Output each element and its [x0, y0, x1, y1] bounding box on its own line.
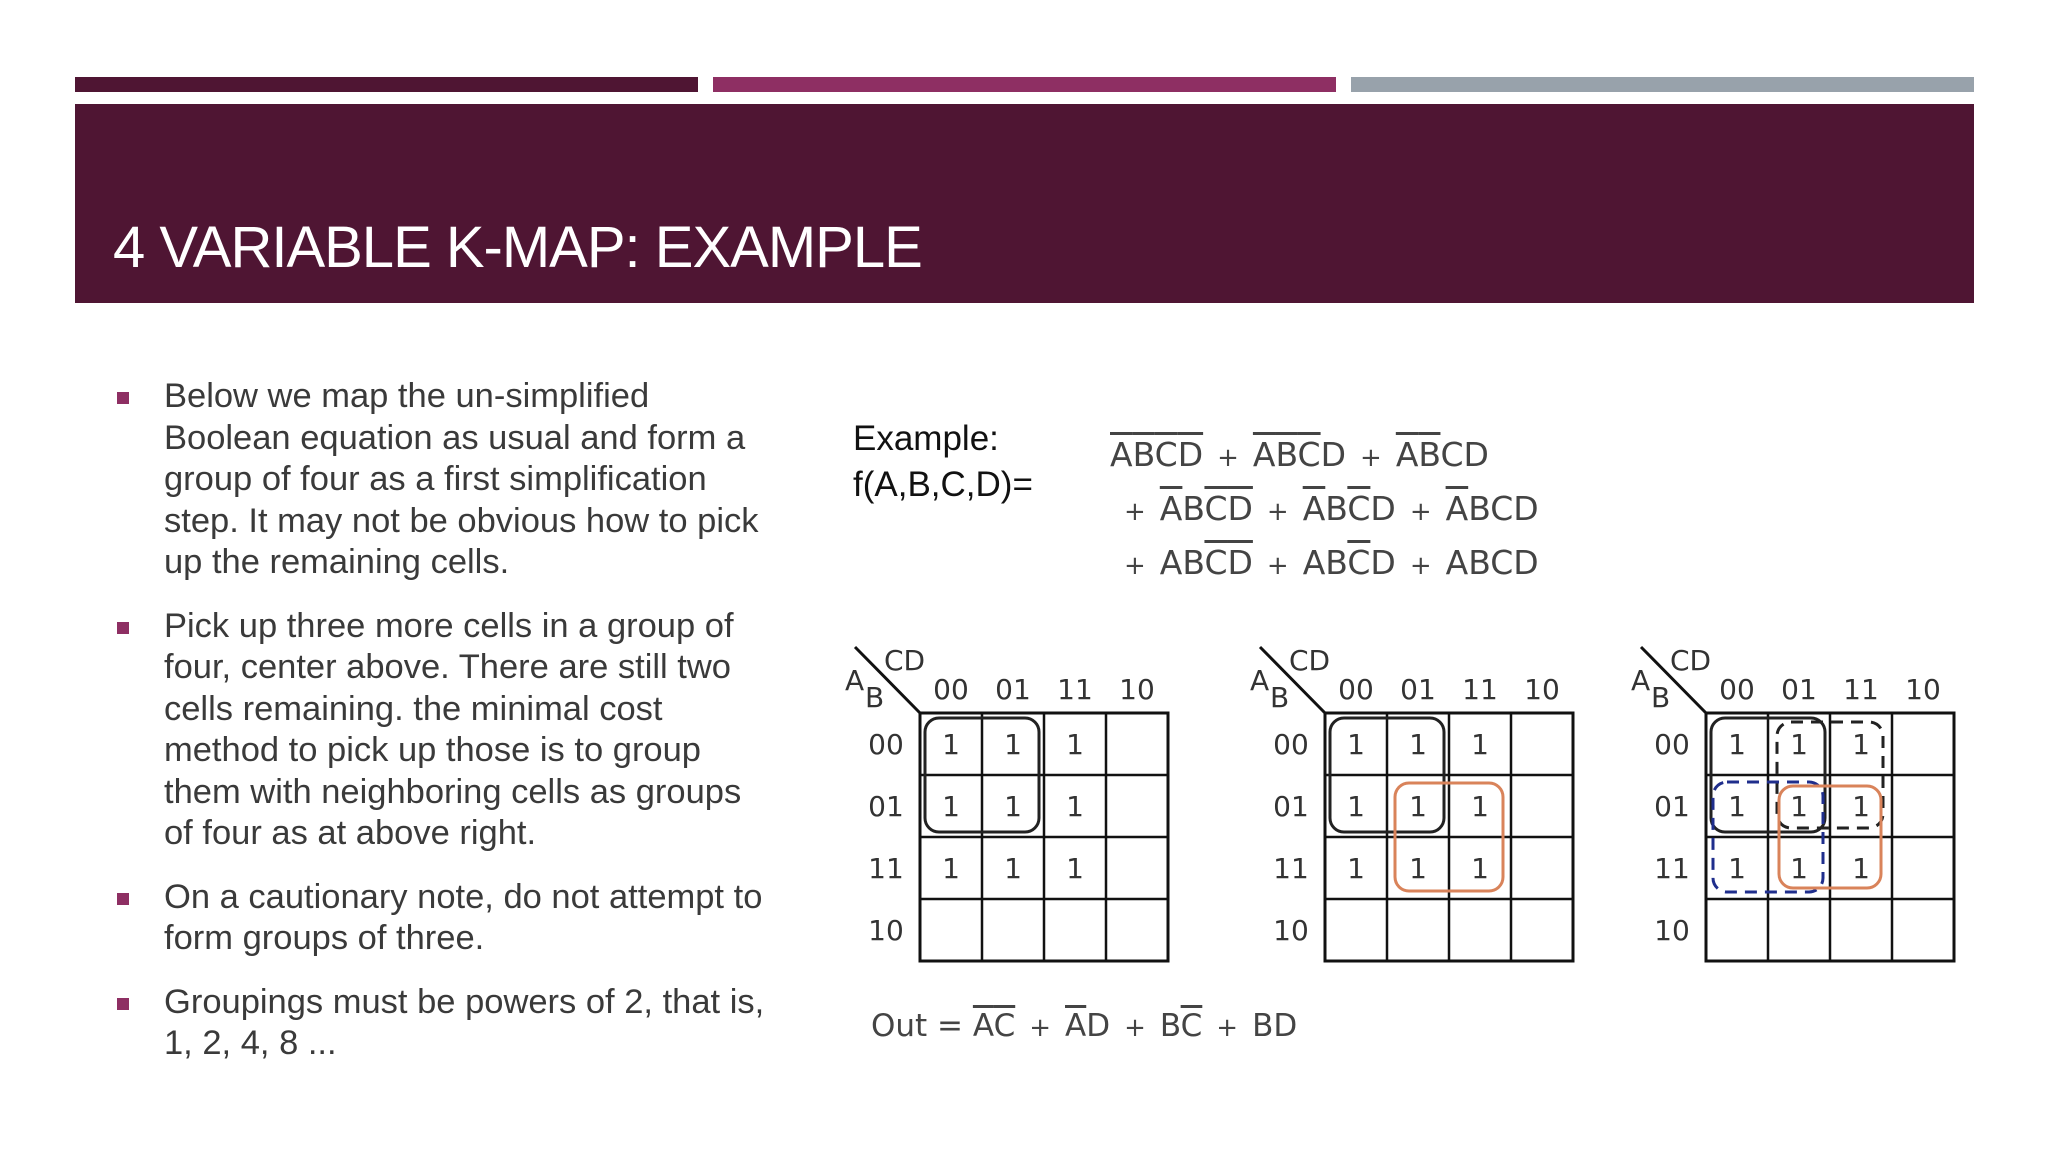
kmap-cell-value: 1 — [1066, 852, 1084, 885]
example-label-line: Example: — [853, 419, 999, 458]
output-label: Out = — [871, 1008, 964, 1044]
kmap-diagrams — [840, 630, 1970, 1050]
kmap-row-header: 00 — [868, 728, 904, 761]
minterm — [1160, 489, 1253, 528]
minterm-variable: B — [1182, 489, 1205, 528]
output-term-variable: $\overline{C}$ — [1180, 1008, 1203, 1044]
accent-bar-gray — [1351, 77, 1974, 92]
plus-sign: + — [1216, 1013, 1239, 1043]
plus-sign: + — [1360, 443, 1382, 473]
minterm-variable: C — [1490, 543, 1514, 582]
kmap-col-header: 11 — [1462, 673, 1498, 706]
kmap-col-header: 01 — [1781, 673, 1817, 706]
bullet-marker-icon — [117, 998, 129, 1010]
output-term — [1252, 1008, 1297, 1044]
minterm-variable: $\overline{C}$ — [1154, 435, 1178, 474]
kmap-cell-value: 1 — [942, 790, 960, 823]
bullet-marker-icon — [117, 893, 129, 905]
equation-line — [1110, 428, 1539, 482]
kmap-row-header: 00 — [1273, 728, 1309, 761]
kmap-col-header: 11 — [1057, 673, 1093, 706]
minterm-variable: A — [1445, 543, 1469, 582]
output-term — [1160, 1008, 1202, 1044]
minterm-variable: $\overline{A}$ — [1445, 489, 1469, 528]
kmap-cell-value: 1 — [1004, 790, 1022, 823]
minterm-variable: B — [1325, 543, 1348, 582]
bullet-item — [112, 376, 772, 584]
minterm-variable: A — [1302, 543, 1326, 582]
minterm-variable: $\overline{C}$ — [1204, 543, 1228, 582]
kmap-cell-value: 1 — [1066, 728, 1084, 761]
minterm-variable: B — [1468, 489, 1491, 528]
bullet-list — [112, 376, 772, 1087]
kmap-cell-value: 1 — [1004, 852, 1022, 885]
minterm-variable: D — [1320, 435, 1347, 474]
kmap-col-header: 00 — [933, 673, 969, 706]
kmap-label-cd: CD — [1289, 644, 1331, 677]
kmap-label-cd: CD — [884, 644, 926, 677]
kmap-row-header: 11 — [1273, 852, 1309, 885]
kmap-cell-value: 1 — [1471, 728, 1489, 761]
bullet-marker-icon — [117, 622, 129, 634]
kmap-cell-value: 1 — [1852, 790, 1870, 823]
kmap-col-header: 10 — [1905, 673, 1941, 706]
minterm — [1160, 543, 1253, 582]
bullet-item — [112, 877, 772, 960]
kmap-cell-value: 1 — [942, 852, 960, 885]
minterm-variable: $\overline{A}$ — [1395, 435, 1419, 474]
kmap-row-header: 01 — [868, 790, 904, 823]
kmap-cell-value: 1 — [942, 728, 960, 761]
kmap-cell-value: 1 — [1790, 852, 1808, 885]
plus-sign: + — [1029, 1013, 1052, 1043]
output-term-variable: B — [1252, 1008, 1274, 1044]
minterm-variable: $\overline{D}$ — [1177, 435, 1204, 474]
minterm-variable: B — [1325, 489, 1348, 528]
kmap-label-b: B — [1270, 681, 1290, 714]
minterm-variable: $\overline{B}$ — [1418, 435, 1441, 474]
kmap-row-header: 01 — [1273, 790, 1309, 823]
kmap-row-header: 00 — [1654, 728, 1690, 761]
minterm-variable: $\overline{A}$ — [1302, 489, 1326, 528]
kmap-cell-value: 1 — [1728, 852, 1746, 885]
kmap-row-header: 01 — [1654, 790, 1690, 823]
kmap-row-header: 10 — [868, 914, 904, 947]
kmap-cell-value: 1 — [1471, 852, 1489, 885]
kmap-label-cd: CD — [1670, 644, 1712, 677]
kmap-cell-value: 1 — [1852, 728, 1870, 761]
minterm-variable: C — [1440, 435, 1464, 474]
kmap-row-header: 11 — [868, 852, 904, 885]
bullet-text: On a cautionary note, do not attempt to form groups of three. — [164, 877, 763, 957]
bullet-marker-icon — [117, 392, 129, 404]
bullet-item — [112, 982, 772, 1065]
kmap-cell-value: 1 — [1409, 728, 1427, 761]
output-terms — [973, 1008, 1297, 1044]
minterm-variable: $\overline{D}$ — [1227, 489, 1253, 528]
plus-sign: + — [1124, 1013, 1146, 1043]
minterm-variable: D — [1463, 435, 1489, 474]
minterm-variable: $\overline{A}$ — [1159, 489, 1183, 528]
output-term-variable: $\overline{C}$ — [993, 1008, 1016, 1044]
minterm-variable: $\overline{D}$ — [1227, 543, 1253, 582]
minterm — [1110, 435, 1203, 474]
kmap-cell-value: 1 — [1066, 790, 1084, 823]
plus-sign: + — [1217, 443, 1239, 473]
minterm-variable: $\overline{C}$ — [1347, 543, 1371, 582]
kmap-row-header: 10 — [1654, 914, 1690, 947]
kmap-col-header: 00 — [1719, 673, 1755, 706]
bullet-item — [112, 606, 772, 855]
example-label — [853, 416, 1033, 508]
minterm-variable: A — [1159, 543, 1183, 582]
title-band — [75, 104, 1974, 303]
simplified-output — [871, 1008, 1297, 1044]
kmap-col-header: 11 — [1843, 673, 1879, 706]
equation-line — [1110, 482, 1539, 536]
minterm-variable: D — [1513, 489, 1539, 528]
accent-bar-magenta — [713, 77, 1336, 92]
kmap-cell-value: 1 — [1790, 790, 1808, 823]
minterm-variable: $\overline{C}$ — [1204, 489, 1228, 528]
plus-sign: + — [1124, 551, 1146, 581]
output-term — [1065, 1008, 1110, 1044]
bullet-text: Pick up three more cells in a group of four, center above. There are still two cells remaining. the minimal cost method to pick up those is to group them with neighboring cells as groups of four as at above right. — [164, 606, 742, 852]
kmap-label-b: B — [1651, 681, 1671, 714]
bullet-text: Groupings must be powers of 2, that is, 1, 2, 4, 8 ... — [164, 982, 765, 1062]
plus-sign: + — [1409, 551, 1432, 581]
minterm-variable: $\overline{B}$ — [1275, 435, 1298, 474]
kmap-cell-value: 1 — [1471, 790, 1489, 823]
minterm-variable: D — [1370, 489, 1396, 528]
kmap-cell-value: 1 — [1347, 790, 1365, 823]
kmap-label-a: A — [845, 664, 865, 697]
kmap-cell-value: 1 — [1347, 852, 1365, 885]
kmap-col-header: 01 — [1400, 673, 1436, 706]
plus-sign: + — [1266, 497, 1289, 527]
kmap-row-header: 10 — [1273, 914, 1309, 947]
minterm-variable: $\overline{C}$ — [1347, 489, 1371, 528]
kmap-cell-value: 1 — [1409, 790, 1427, 823]
kmap-cell-value: 1 — [1852, 852, 1870, 885]
boolean-equation — [1110, 428, 1539, 590]
output-term-variable: B — [1159, 1008, 1181, 1044]
accent-bar-dark — [75, 77, 698, 92]
kmap-label-b: B — [865, 681, 885, 714]
bullet-text: Below we map the un-simplified Boolean equation as usual and form a group of four as a first simplification step. It may not be obvious how to pick up the remaining cells. — [164, 377, 759, 581]
kmap-cell-value: 1 — [1790, 728, 1808, 761]
output-term-variable: D — [1273, 1008, 1298, 1044]
equation-line — [1110, 536, 1539, 590]
kmap-col-header: 10 — [1524, 673, 1560, 706]
minterm — [1446, 543, 1539, 582]
plus-sign: + — [1266, 551, 1289, 581]
kmap-cell-value: 1 — [1004, 728, 1022, 761]
kmap-col-header: 10 — [1119, 673, 1155, 706]
plus-sign: + — [1124, 497, 1146, 527]
minterm — [1303, 543, 1396, 582]
minterm — [1253, 435, 1346, 474]
plus-sign: + — [1409, 497, 1432, 527]
kmap-col-header: 01 — [995, 673, 1031, 706]
minterm-variable: $\overline{A}$ — [1252, 435, 1276, 474]
output-term — [973, 1008, 1015, 1044]
kmap-cell-value: 1 — [1347, 728, 1365, 761]
kmap-cell-value: 1 — [1409, 852, 1427, 885]
minterm-variable: $\overline{B}$ — [1132, 435, 1155, 474]
kmap-row-header: 11 — [1654, 852, 1690, 885]
minterm — [1303, 489, 1396, 528]
example-label-function: f(A,B,C,D)= — [853, 465, 1033, 504]
kmap-label-a: A — [1250, 664, 1270, 697]
output-term-variable: $\overline{A}$ — [1065, 1008, 1087, 1044]
minterm — [1446, 489, 1539, 528]
kmap-label-a: A — [1631, 664, 1651, 697]
minterm-variable: D — [1513, 543, 1539, 582]
minterm-variable: D — [1370, 543, 1396, 582]
minterm-variable: $\overline{C}$ — [1297, 435, 1321, 474]
output-term-variable: $\overline{A}$ — [972, 1008, 994, 1044]
slide-title: 4 VARIABLE K-MAP: EXAMPLE — [113, 215, 922, 280]
kmap-col-header: 00 — [1338, 673, 1374, 706]
output-term-variable: D — [1086, 1008, 1111, 1044]
kmap-cell-value: 1 — [1728, 728, 1746, 761]
minterm — [1396, 435, 1489, 474]
minterm-variable: $\overline{A}$ — [1110, 435, 1133, 474]
minterm-variable: C — [1490, 489, 1514, 528]
minterm-variable: B — [1468, 543, 1491, 582]
kmap-cell-value: 1 — [1728, 790, 1746, 823]
minterm-variable: B — [1182, 543, 1205, 582]
